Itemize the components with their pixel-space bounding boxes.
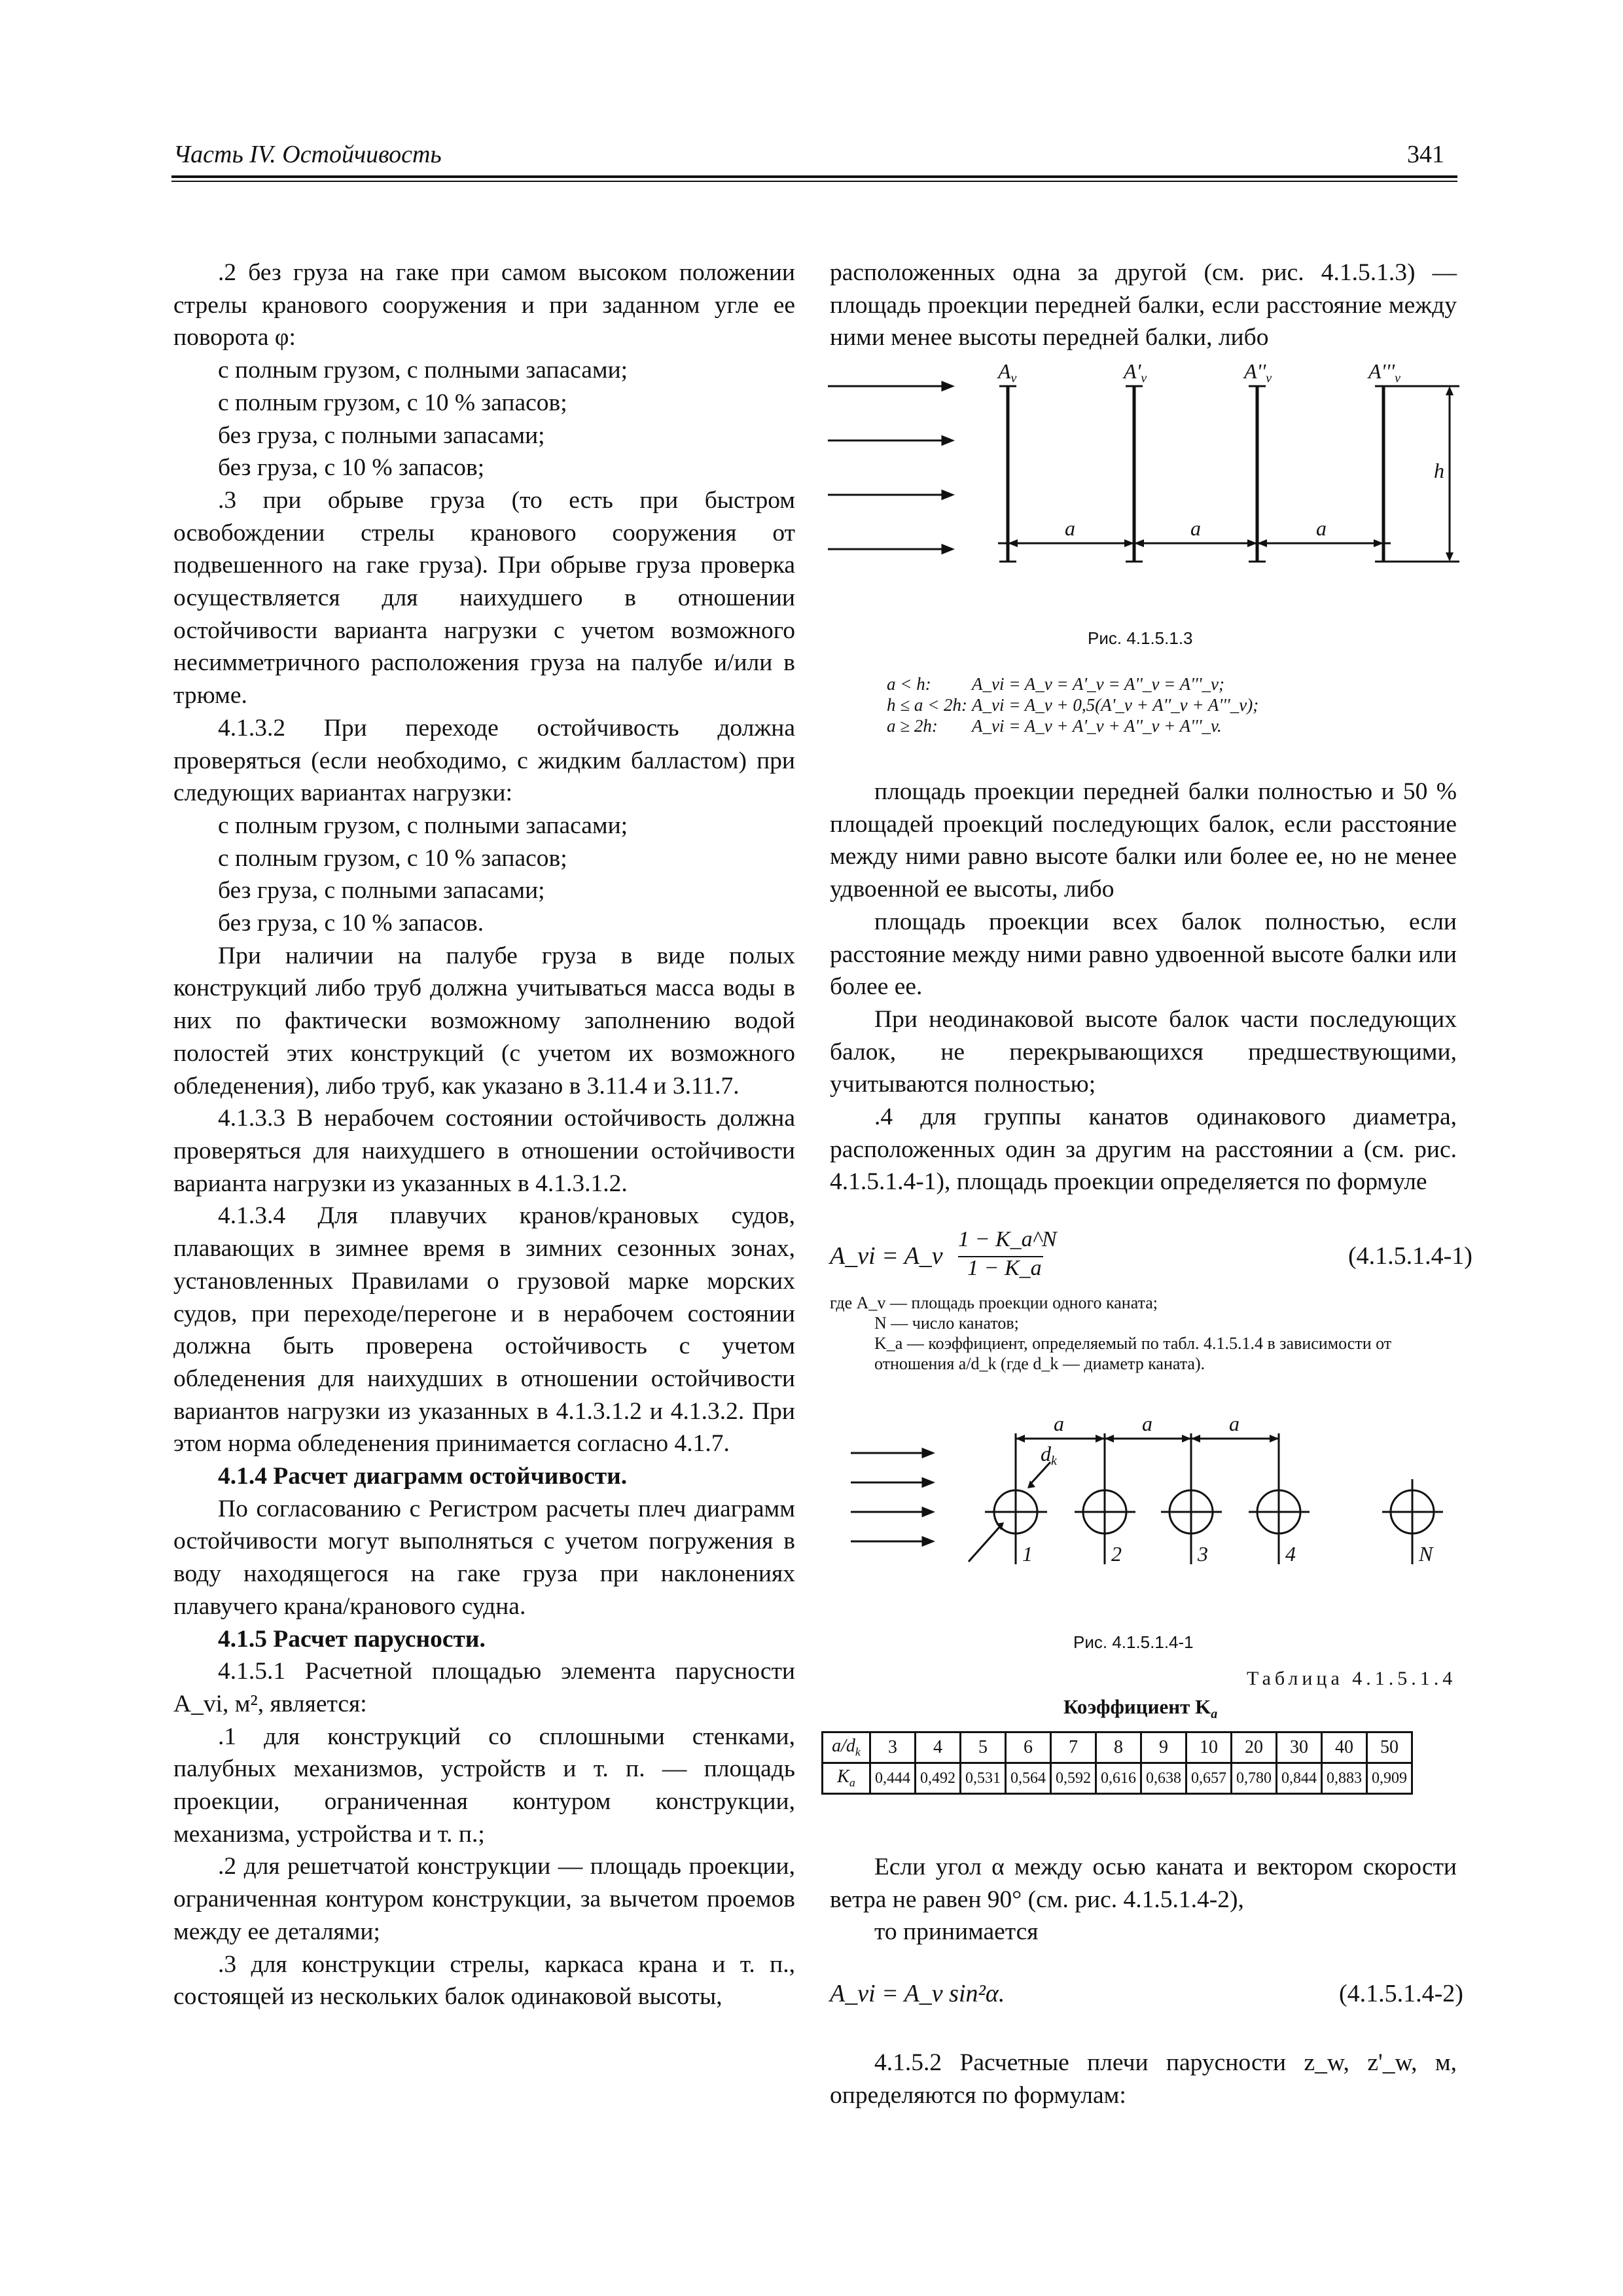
- paragraph-line: с полным грузом, с 10 % запасов;: [218, 844, 567, 872]
- paragraph-line: без груза, с полными запасами;: [218, 422, 545, 449]
- paragraph: .4 для группы канатов одинакового диаметра, расположенных один за другим на расстоянии a (см. рис. 4.1.5.1.4-1), площадь проекции определяется по формуле: [830, 1103, 1457, 1196]
- formula-number: (4.1.5.1.4-2): [1339, 1980, 1463, 2007]
- page-number: 341: [1407, 141, 1444, 168]
- paragraph-line: без груза, с 10 % запасов.: [218, 910, 484, 937]
- table-header-cell: 7: [1051, 1732, 1096, 1763]
- paragraph: 4.1.3.2 При переходе остойчивость должна проверяться (если необходимо, с жидким балластом) при следующих вариантах нагрузки:: [173, 714, 795, 807]
- label-a: a: [1065, 516, 1075, 540]
- right-column-middle: [830, 776, 1457, 1198]
- table-header-cell: 9: [1141, 1732, 1186, 1763]
- label-h: h: [1434, 459, 1444, 482]
- rope-label-4: 4: [1285, 1542, 1296, 1566]
- table-cell: 0,780: [1232, 1763, 1277, 1794]
- rope-label-2: 2: [1111, 1542, 1122, 1566]
- figure-ropes: [844, 1407, 1459, 1584]
- label-dk: dk: [1041, 1442, 1057, 1468]
- paragraph: По согласованию с Регистром расчеты плеч диаграмм остойчивости могут выполняться с учетом погружения в воду находящегося на гаке груза при наклонениях плавучего крана/кранового судна.: [173, 1495, 795, 1620]
- paragraph: 4.1.5.2 Расчетные плечи парусности z_w, z'_w, м, определяются по формулам:: [830, 2049, 1457, 2109]
- condition-1: a < h: A_vi = A_v = A'_v = A''_v = A'''_v;: [887, 674, 1224, 694]
- table-cell: 0,657: [1186, 1763, 1232, 1794]
- formula-legend: [830, 1293, 1458, 1374]
- paragraph: площадь проекции всех балок полностью, если расстояние между ними равно удвоенной высоте балки или более ее.: [830, 908, 1457, 1001]
- paragraph-line: то принимается: [874, 1918, 1039, 1946]
- paragraph: Если угол α между осью каната и вектором скорости ветра не равен 90° (см. рис. 4.1.5.1.4-2),: [830, 1854, 1457, 1913]
- table-header-cell: 5: [961, 1732, 1006, 1763]
- label-a: a: [1142, 1412, 1152, 1435]
- table-header-cell: $a/d_k$: [823, 1732, 870, 1763]
- table-row-label: $K_a$: [823, 1763, 870, 1794]
- table-cell: 0,564: [1006, 1763, 1051, 1794]
- paragraph-line: с полным грузом, с 10 % запасов;: [218, 389, 567, 416]
- table-header-cell: 30: [1277, 1732, 1322, 1763]
- right-column-top: [830, 257, 1457, 354]
- paragraph: 4.1.3.4 Для плавучих кранов/крановых судов, плавающих в зимнее время в зимних сезонных зонах, установленных Правилами о грузовой марке морских судов, при переходе/перегоне и в нерабочем состоянии должна быть проверена остойчивость с учетом обледенения для наихудших в отношении остойчивости вариантов нагрузки из указанных в 4.1.3.1.2 и 4.1.3.2. При этом норма обледенения принимается согласно 4.1.7.: [173, 1202, 795, 1458]
- coefficient-table: [821, 1731, 1413, 1795]
- paragraph: 4.1.3.3 В нерабочем состоянии остойчивость должна проверяться для наихудшего в отношении остойчивости варианта нагрузки из указанных в 4.1.3.1.2.: [173, 1105, 795, 1197]
- table-title: Таблица 4.1.5.1.4: [1247, 1668, 1457, 1689]
- table-cell: 0,883: [1322, 1763, 1367, 1794]
- legend-line: где A_v — площадь проекции одного каната;: [830, 1293, 1158, 1312]
- label-A-prime: A'v: [1124, 359, 1147, 386]
- label-A-triple-prime: A'''v: [1368, 359, 1400, 386]
- table-header-cell: 20: [1232, 1732, 1277, 1763]
- right-column-bottom: [830, 1851, 1457, 1948]
- figure-caption: Рис. 4.1.5.1.3: [1088, 628, 1193, 648]
- legend-line: N — число канатов;: [874, 1314, 1019, 1333]
- section-heading: 4.1.5 Расчет парусности.: [218, 1625, 486, 1653]
- legend-line: K_a — коэффициент, определяемый по табл. 4.1.5.1.4 в зависимости от отношения a/d_k (где d_k — диаметр каната).: [874, 1334, 1392, 1373]
- label-A-double-prime: A''v: [1244, 359, 1272, 386]
- paragraph: При наличии на палубе груза в виде полых конструкций либо труб должна учитываться масса воды в них по фактически возможному заполнению водой полостей этих конструкций (с учетом их возможного обледенения), либо труб, как указано в 3.11.4 и 3.11.7.: [173, 942, 795, 1100]
- formula-number: (4.1.5.1.4-1): [1348, 1242, 1472, 1270]
- left-column: [173, 257, 795, 2013]
- table-header-cell: 50: [1367, 1732, 1412, 1763]
- paragraph-line: с полным грузом, с полными запасами;: [218, 357, 628, 384]
- condition-3: a ≥ 2h: A_vi = A_v + A'_v + A''_v + A'''_v.: [887, 716, 1222, 736]
- table-cell: 0,638: [1141, 1763, 1186, 1794]
- figure-beams: [821, 353, 1469, 602]
- table-cell: 0,909: [1367, 1763, 1412, 1794]
- table-cell: 0,492: [916, 1763, 961, 1794]
- table-subtitle: Коэффициент $K_a$: [1063, 1695, 1218, 1722]
- paragraph-4-1-5-2: [830, 2047, 1457, 2111]
- paragraph-line: без груза, с 10 % запасов;: [218, 454, 485, 482]
- table-header-cell: 8: [1096, 1732, 1141, 1763]
- label-a: a: [1190, 516, 1201, 540]
- paragraph: площадь проекции передней балки полностью и 50 % площадей проекций последующих балок, если расстояние между ними равно высоте балки или более ее, но не менее удвоенной ее высоты, либо: [830, 778, 1457, 903]
- paragraph: .2 без груза на гаке при самом высоком положении стрелы кранового сооружения и при заданном угле ее поворота φ:: [173, 259, 795, 351]
- formula-4-1-5-1-4-2: A_vi = A_v sin²α.: [830, 1980, 1005, 2007]
- rope-label-1: 1: [1022, 1542, 1033, 1566]
- paragraph: .3 при обрыве груза (то есть при быстром освобождении стрелы кранового сооружения от подвешенного на гаке груза). При обрыве груза проверка осуществляется для наихудшего в отношении остойчивости варианта нагрузки с учетом возможного несимметричного расположения груза на палубе и/или в трюме.: [173, 486, 795, 709]
- paragraph: .3 для конструкции стрелы, каркаса крана и т. п., состоящей из нескольких балок одинаковой высоты,: [173, 1950, 795, 2011]
- label-a: a: [1054, 1412, 1064, 1435]
- table-header-row: [823, 1732, 1412, 1763]
- table-cell: 0,616: [1096, 1763, 1141, 1794]
- table-header-cell: 10: [1186, 1732, 1232, 1763]
- rope-label-N: N: [1419, 1542, 1433, 1566]
- paragraph: 4.1.5.1 Расчетной площадью элемента парусности A_vi, м², является:: [173, 1658, 795, 1717]
- table-cell: 0,531: [961, 1763, 1006, 1794]
- paragraph: .2 для решетчатой конструкции — площадь проекции, ограниченная контуром конструкции, за вычетом проемов между ее деталями;: [173, 1853, 795, 1945]
- table-header-cell: 6: [1006, 1732, 1051, 1763]
- label-a: a: [1316, 516, 1327, 540]
- paragraph-line: без груза, с полными запасами;: [218, 877, 545, 905]
- condition-2: h ≤ a < 2h: A_vi = A_v + 0,5(A'_v + A''_v + A'''_v);: [887, 695, 1259, 715]
- table-header-cell: 40: [1322, 1732, 1367, 1763]
- paragraph: .1 для конструкций со сплошными стенками, палубных механизмов, устройств и т. п. — площадь проекции, ограниченная контуром конструкции, механизма, устройства и т. п.;: [173, 1723, 795, 1848]
- paragraph-line: с полным грузом, с полными запасами;: [218, 812, 628, 839]
- table-cell: 0,844: [1277, 1763, 1322, 1794]
- table-header-cell: 3: [870, 1732, 916, 1763]
- figure-caption: Рис. 4.1.5.1.4-1: [1073, 1632, 1194, 1652]
- rope-label-3: 3: [1198, 1542, 1208, 1566]
- table-row: [823, 1763, 1412, 1794]
- table-cell: 0,592: [1051, 1763, 1096, 1794]
- paragraph: При неодинаковой высоте балок части последующих балок, не перекрывающихся предшествующими, учитываются полностью;: [830, 1005, 1457, 1098]
- paragraph: расположенных одна за другой (см. рис. 4.1.5.1.3) — площадь проекции передней балки, если расстояние между ними менее высоты передней балки, либо: [830, 259, 1457, 351]
- header-rule: [171, 175, 1457, 178]
- running-header-title: Часть IV. Остойчивость: [173, 141, 442, 168]
- header-rule-thin: [171, 181, 1457, 182]
- label-A: Av: [998, 359, 1017, 386]
- section-heading: 4.1.4 Расчет диаграмм остойчивости.: [218, 1463, 628, 1490]
- label-a: a: [1229, 1412, 1240, 1435]
- table-cell: 0,444: [870, 1763, 916, 1794]
- table-header-cell: 4: [916, 1732, 961, 1763]
